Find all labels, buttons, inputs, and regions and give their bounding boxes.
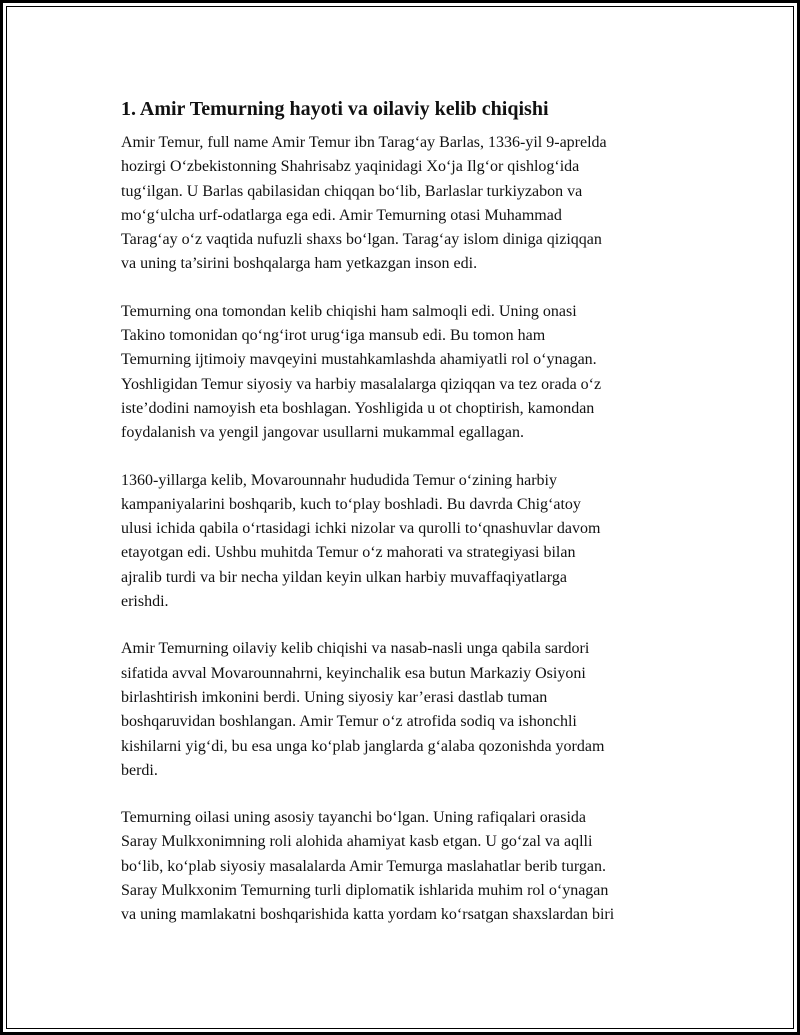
text-line: tug‘ilgan. U Barlas qabilasidan chiqqan bo‘lib, Barlaslar turkiyzabon va [121, 182, 583, 200]
text-line: birlashtirish imkonini berdi. Uning siyosiy kar’erasi dastlab tuman [121, 688, 548, 706]
text-line: Tarag‘ay o‘z vaqtida nufuzli shaxs bo‘lgan. Tarag‘ay islom diniga qiziqqan [121, 231, 602, 249]
text-line: sifatida avval Movarounnahrni, keyinchalik esa butun Markaziy Osiyoni [121, 664, 586, 682]
paragraph-political-career [121, 637, 701, 783]
text-line: Temurning oilasi uning asosiy tayanchi bo‘lgan. Uning rafiqalari orasida [121, 809, 586, 827]
section-heading: 1. Amir Temurning hayoti va oilaviy kelib chiqishi [121, 98, 549, 120]
text-line: 1360-yillarga kelib, Movarounnahr hududida Temur o‘zining harbiy [121, 471, 557, 489]
text-line: hozirgi O‘zbekistonning Shahrisabz yaqinidagi Xo‘ja Ilg‘or qishlog‘ida [121, 158, 580, 176]
text-line: ajralib turdi va bir necha yildan keyin ulkan harbiy muvaffaqiyatlarga [121, 568, 567, 586]
text-line: mo‘g‘ulcha urf-odatlarga ega edi. Amir Temurning otasi Muhammad [121, 206, 562, 224]
text-line: bo‘lib, ko‘plab siyosiy masalalarda Amir Temurga maslahatlar berib turgan. [121, 857, 606, 875]
text-line: Temurning ijtimoiy mavqeyini mustahkamlashda ahamiyatli rol o‘ynagan. [121, 351, 597, 369]
paragraph-maternal-lineage [121, 300, 701, 446]
text-line: foydalanish va yengil jangovar usullarni mukammal egallagan. [121, 424, 524, 442]
document-body [121, 96, 701, 951]
text-line: Saray Mulkxonimning roli alohida ahamiyat kasb etgan. U go‘zal va aqlli [121, 833, 593, 851]
text-line: va uning ta’sirini boshqalarga ham yetkazgan inson edi. [121, 255, 478, 273]
text-line: kishilarni yig‘di, bu esa unga ko‘plab janglarda g‘alaba qozonishda yordam [121, 737, 605, 755]
text-line: Yoshligidan Temur siyosiy va harbiy masalalarga qiziqqan va tez orada o‘z [121, 375, 602, 393]
text-line: kampaniyalarini boshqarib, kuch to‘play boshladi. Bu davrda Chig‘atoy [121, 495, 581, 513]
text-line: Amir Temurning oilaviy kelib chiqishi va nasab-nasli unga qabila sardori [121, 640, 590, 658]
text-line: iste’dodini namoyish eta boshlagan. Yoshligida u ot choptirish, kamondan [121, 399, 595, 417]
text-line: erishdi. [121, 593, 169, 611]
text-line: berdi. [121, 761, 158, 779]
paragraph-military-campaigns [121, 469, 701, 615]
text-line: Saray Mulkxonim Temurning turli diplomatik ishlarida muhim rol o‘ynagan [121, 882, 609, 900]
text-line: va uning mamlakatni boshqarishida katta yordam ko‘rsatgan shaxslardan biri [121, 906, 615, 924]
paragraph-family-support [121, 806, 701, 927]
paragraph-birth-and-origin [121, 131, 701, 277]
text-line: etayotgan edi. Ushbu muhitda Temur o‘z mahorati va strategiyasi bilan [121, 544, 576, 562]
text-line: Temurning ona tomondan kelib chiqishi ham salmoqli edi. Uning onasi [121, 302, 577, 320]
text-line: ulusi ichida qabila o‘rtasidagi ichki nizolar va qurolli to‘qnashuvlar davom [121, 520, 601, 538]
text-line: boshqaruvidan boshlangan. Amir Temur o‘z atrofida sodiq va ishonchli [121, 713, 577, 731]
text-line: Amir Temur, full name Amir Temur ibn Tarag‘ay Barlas, 1336-yil 9-aprelda [121, 134, 607, 151]
text-line: Takino tomonidan qo‘ng‘irot urug‘iga mansub edi. Bu tomon ham [121, 327, 546, 345]
